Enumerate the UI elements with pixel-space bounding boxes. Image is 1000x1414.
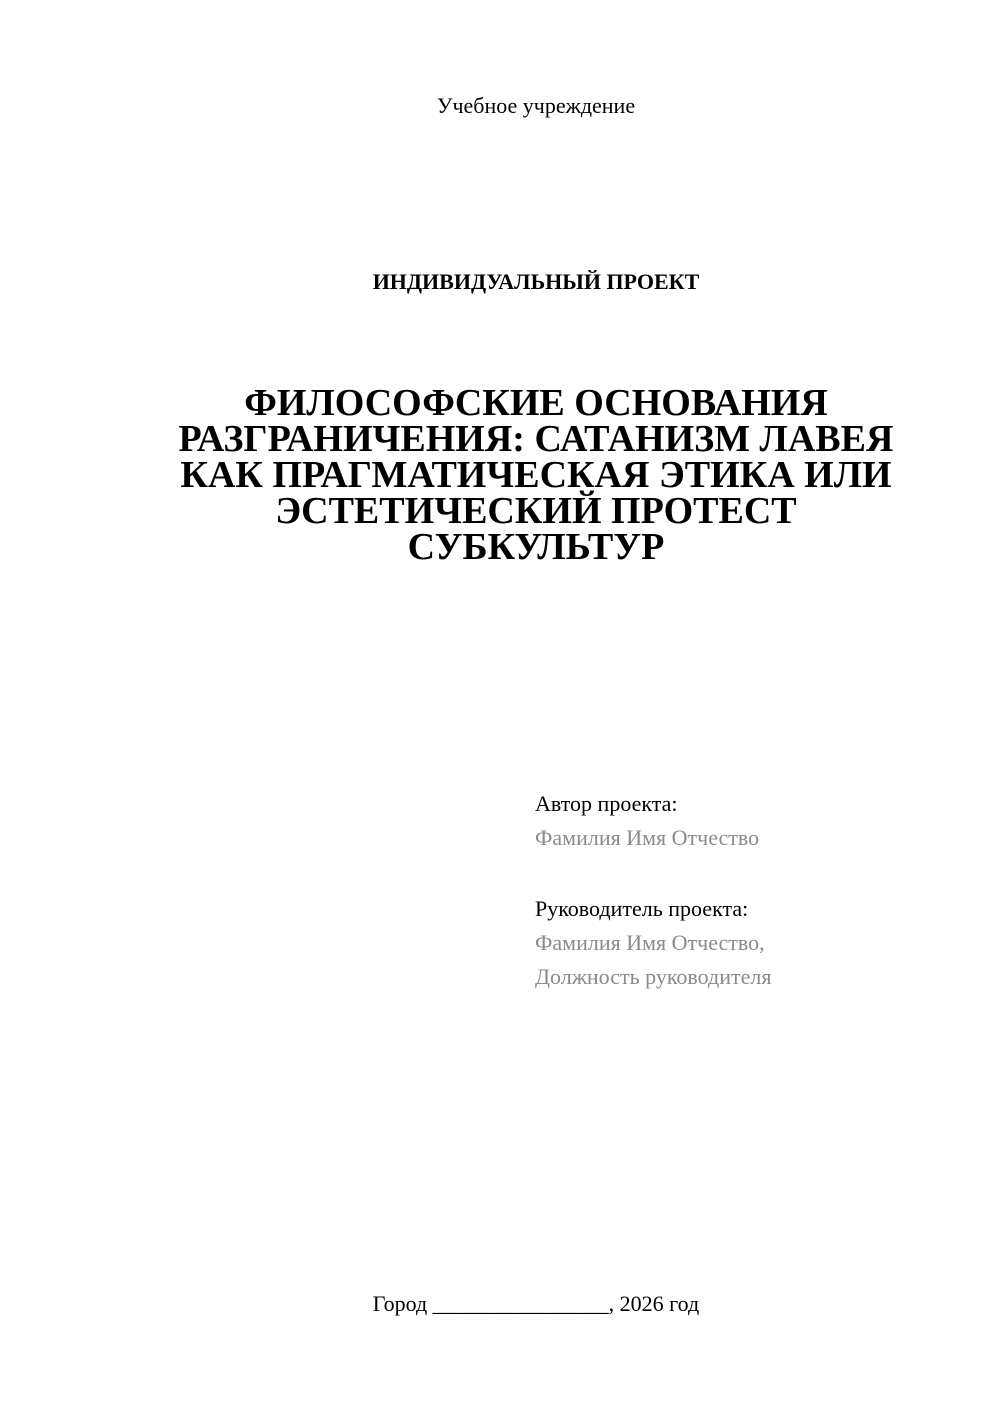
project-title (170, 382, 902, 568)
author-block (535, 787, 975, 855)
document-type: ИНДИВИДУАЛЬНЫЙ ПРОЕКТ (372, 269, 700, 294)
supervisor-block (535, 892, 975, 994)
title-line: СУБКУЛЬТУР (407, 526, 665, 568)
title-line: РАЗГРАНИЧЕНИЯ: САТАНИЗМ ЛАВЕЯ (178, 418, 894, 460)
author-label: Автор проекта: (535, 791, 678, 816)
city-year-line: Город ________________, 2026 год (372, 1291, 700, 1316)
title-line: ФИЛОСОФСКИЕ ОСНОВАНИЯ (244, 382, 828, 424)
institution-name: Учебное учреждение (436, 93, 636, 118)
title-line: ЭСТЕТИЧЕСКИЙ ПРОТЕСТ (275, 490, 797, 532)
supervisor-name: Фамилия Имя Отчество, (535, 930, 765, 955)
supervisor-label: Руководитель проекта: (535, 896, 749, 921)
title-line: КАК ПРАГМАТИЧЕСКАЯ ЭТИКА ИЛИ (180, 454, 892, 496)
supervisor-position: Должность руководителя (535, 964, 772, 989)
author-name: Фамилия Имя Отчество (535, 825, 760, 850)
